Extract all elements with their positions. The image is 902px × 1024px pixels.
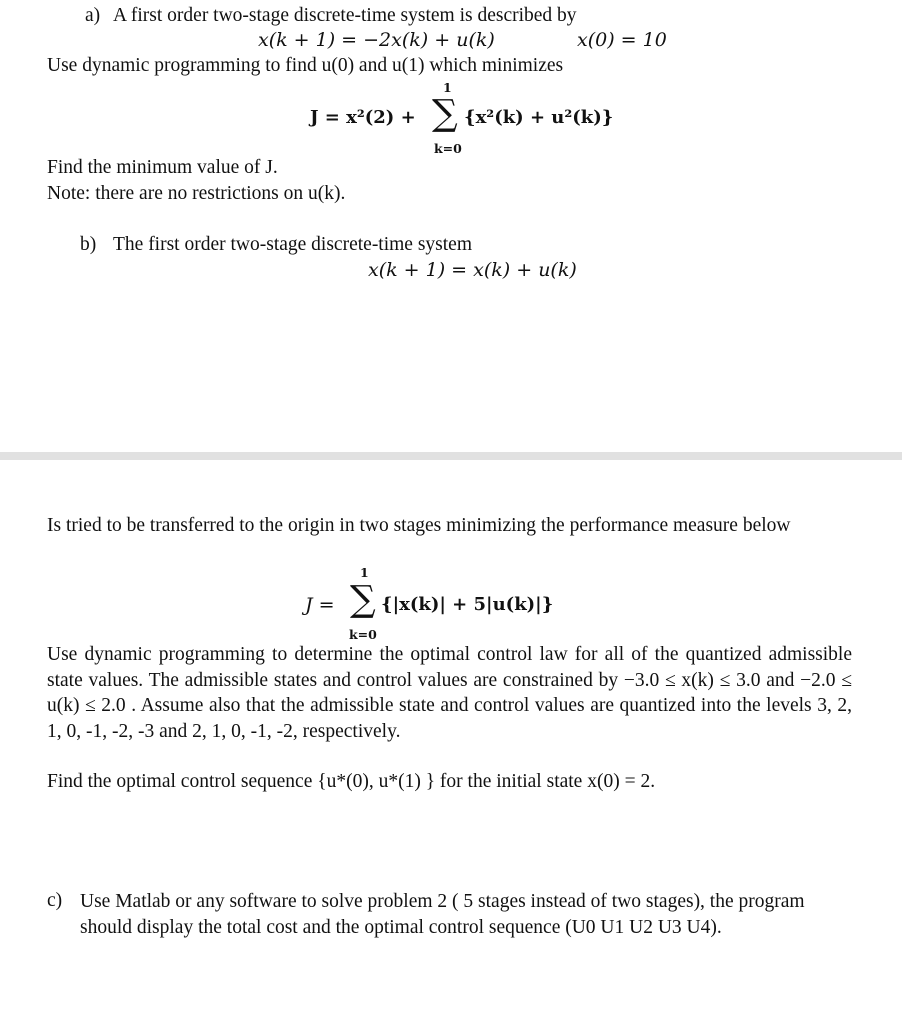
- part-b-cost-summand: {|x(k)| + 5|u(k)|}: [381, 594, 554, 615]
- part-b-sum-upper: 1: [360, 565, 369, 580]
- part-a-cost-lhs: J = x²(2) +: [310, 107, 416, 128]
- part-a-find-line: Find the minimum value of J.: [47, 157, 278, 178]
- part-b-equation: x(k + 1) = x(k) + u(k): [368, 259, 577, 281]
- part-a-equation: x(k + 1) = −2x(k) + u(k): [258, 29, 495, 51]
- part-b-find-line: Find the optimal control sequence {u*(0), u*(1) } for the initial state x(0) = 2.: [47, 771, 656, 792]
- part-b-sum-lower: k=0: [349, 627, 377, 642]
- part-a-sum-symbol: ∑: [432, 93, 458, 134]
- part-c-text: Use Matlab or any software to solve problem 2 ( 5 stages instead of two stages), the program should display the total cost and the optimal control sequence (U0 U1 U2 U3 U4).: [80, 891, 805, 938]
- part-b-intro: The first order two-stage discrete-time system: [113, 234, 473, 255]
- part-a-cost-summand: {x²(k) + u²(k)}: [464, 107, 614, 128]
- part-b-label: b): [80, 234, 97, 255]
- part-b-transfer-text: Is tried to be transferred to the origin in two stages minimizing the performance measure below: [47, 515, 791, 536]
- part-a-note-line: Note: there are no restrictions on u(k).: [47, 183, 346, 204]
- part-a-sum-upper: 1: [443, 80, 452, 95]
- part-a-label: a): [85, 5, 101, 26]
- part-a-intro: A first order two-stage discrete-time system is described by: [113, 5, 577, 26]
- part-a-instruction: Use dynamic programming to find u(0) and u(1) which minimizes: [47, 55, 564, 76]
- part-b-instruction: Use dynamic programming to determine the optimal control law for all of the quantized admissible state values. The admissible states and control values are constrained by −3.0 ≤ x(k) ≤ 3.0 and −2.0 ≤ u(k) ≤ 2.0 . Assume also that the admissible state and control values are quantized into the levels 3, 2, 1, 0, -1, -2, -3 and 2, 1, 0, -1, -2, respectively.: [47, 644, 852, 742]
- part-b-sum-symbol: ∑: [350, 579, 376, 620]
- page-divider: [0, 452, 902, 460]
- part-a-initial-condition: x(0) = 10: [577, 29, 667, 51]
- part-b-cost-lhs: J =: [305, 594, 335, 616]
- part-a-sum-lower: k=0: [434, 141, 462, 156]
- part-c-label: c): [47, 890, 63, 911]
